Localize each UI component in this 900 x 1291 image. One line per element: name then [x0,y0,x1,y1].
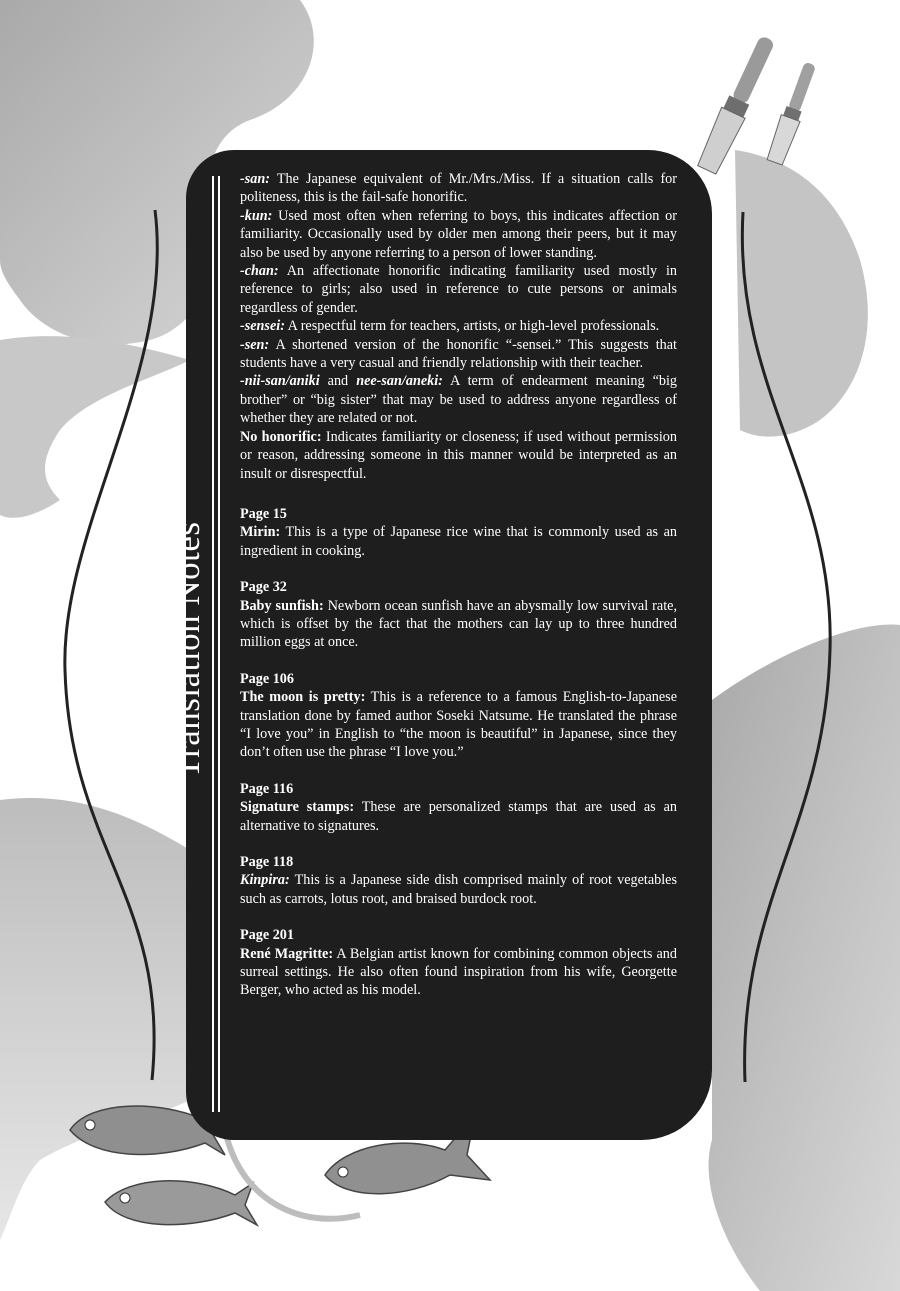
divider-line-inner [218,176,220,1112]
paint-brushes [695,33,820,175]
honorific-sensei: -sensei: A respectful term for teachers, artists, or high-level professionals. [240,318,660,335]
fish-left-bottom [105,1181,257,1225]
note-rene-magritte: René Magritte: A Belgian artist known for combining common objects and surreal settings. He also often found inspiration from his wife, Georgette Berger, who acted as his model. [240,945,677,999]
note-kinpira: Kinpira: This is a Japanese side dish comprised mainly of root vegetables such as carrots, lotus root, and braised burdock root. [240,872,677,907]
paint-brush-small [765,60,820,166]
no-honorific: No honorific: Indicates familiarity or closeness; if used without permission or reason, addressing someone in this manner would be interpreted as an insult or disrespectful. [240,428,677,482]
honorific-chan: -chan: An affectionate honorific indicating familiarity used mostly in reference to girls; also used in reference to cute persons or animals regardless of gender. [240,263,677,316]
cloud-shape-right [735,150,868,437]
cloud-shape-right-lower [709,624,900,1291]
honorific-san: -san: The Japanese equivalent of Mr./Mrs./Miss. If a situation calls for politeness, this is the fail-safe honorific. [240,171,677,206]
divider-line-outer [212,176,214,1112]
note-mirin: Mirin: This is a type of Japanese rice wine that is commonly used as an ingredient in cooking. [240,524,677,559]
page-heading-118: Page 118 [240,854,294,870]
cloud-shape-left [0,336,190,518]
honorific-kun: -kun: Used most often when referring to boys, this indicates affection or familiarity. Occasionally used by older men among their peers, but it may also be used by anyone referring to a person of lower standing. [240,207,677,261]
page-heading-116: Page 116 [240,780,294,797]
translation-notes-title: Translation Notes [168,521,207,779]
page-heading-15: Page 15 [240,505,287,522]
cloud-shape-bottom-left [0,798,190,1240]
page-heading-201: Page 201 [240,927,294,944]
note-signature-stamps: Signature stamps: These are personalized stamps that are used as an alternative to signatures. [240,799,677,834]
note-moon-is-pretty: The moon is pretty: This is a reference to a famous English-to-Japanese translation done by famed author Soseki Natsume. He translated the phrase “I love you” in English to “the moon is beautiful” in Japanese, since they don’t often use the phrase “I love you.” [240,689,677,761]
honorific-sen: -sen: A shortened version of the honorific “-sensei.” This suggests that students have a very casual and friendly relationship with their teacher. [240,336,677,372]
page-heading-106: Page 106 [240,670,294,687]
note-baby-sunfish: Baby sunfish: Newborn ocean sunfish have an abysmally low survival rate, which is offset by the fact that the mothers can lay up to three hundred million eggs at once. [240,597,677,651]
notes-content [240,170,677,1000]
honorific-nii-san: -nii-san/aniki and nee-san/aneki: A term of endearment meaning “big brother” or “big sister” that may be used to address anyone regardless of whether they are related or not. [240,373,677,427]
page-heading-32: Page 32 [240,579,287,596]
